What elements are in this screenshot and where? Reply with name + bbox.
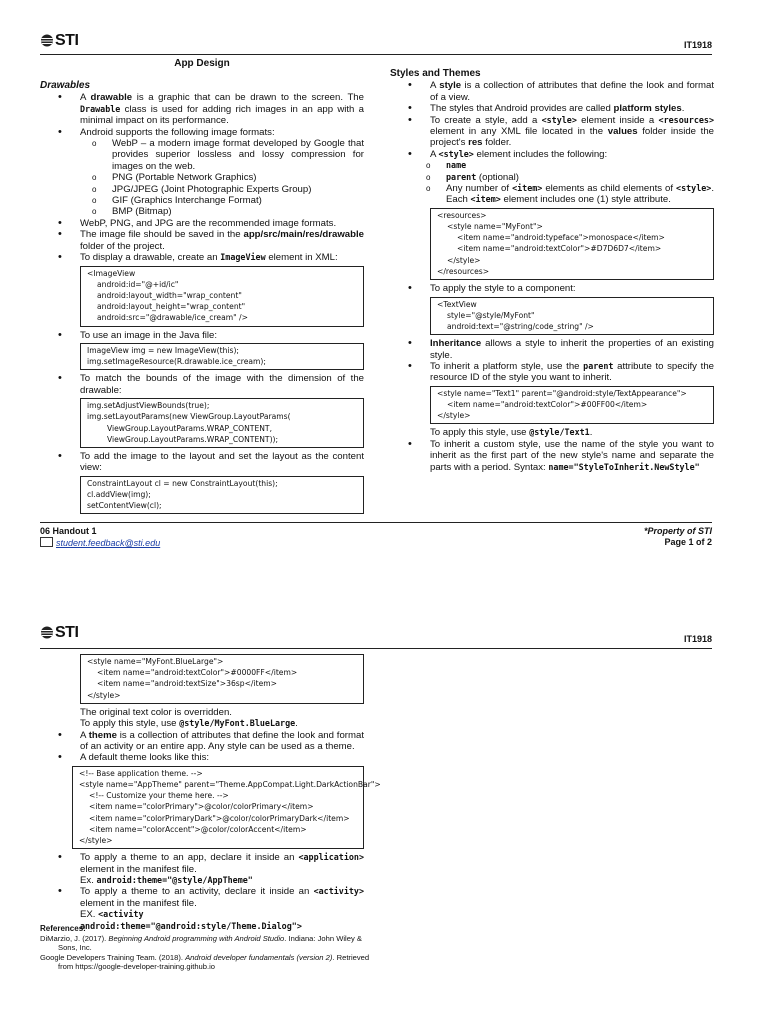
- page-title: App Design: [174, 58, 230, 69]
- references-heading: References:: [40, 924, 86, 933]
- list-item: o name: [390, 160, 714, 171]
- reference-item: DiMarzio, J. (2017). Beginning Android programming with Android Studio. Indiana: John Wiley & Sons, Inc.: [40, 933, 362, 953]
- code-line: <item name="android:textColor">#00FF00</item>: [447, 399, 648, 409]
- list-item: o GIF (Graphics Interchange Format): [40, 195, 364, 206]
- code-line: android:text="@string/code_string" />: [447, 321, 594, 331]
- code-line: <TextView: [437, 299, 477, 309]
- code-line: android:src="@drawable/ice_cream" />: [97, 313, 248, 323]
- style-elements-list: [390, 160, 714, 206]
- list-item: • WebP, PNG, and JPG are the recommended image formats.: [40, 218, 364, 229]
- code-line: <resources>: [437, 210, 487, 220]
- code-line: img.setAdjustViewBounds(true);: [87, 401, 210, 411]
- drawables-list: [40, 92, 364, 138]
- feedback-email-link[interactable]: student.feedback@sti.edu: [56, 538, 161, 549]
- page2-column: [40, 652, 381, 932]
- themes-list: [40, 730, 364, 764]
- drawables-list-continued: [40, 218, 364, 264]
- code-block-layout: [80, 476, 364, 515]
- styles-list-inheritance: [390, 338, 714, 384]
- footer-rule: [40, 522, 712, 523]
- list-item: • Android supports the following image formats:: [40, 127, 364, 138]
- code-line: <item name="android:textColor">#0000FF</item>: [97, 668, 298, 678]
- property-label: *Property of STI: [643, 526, 712, 536]
- apply-text1-line: To apply this style, use @style/Text1.: [430, 427, 593, 439]
- list-item: • To match the bounds of the image with the dimension of the drawable:: [40, 373, 364, 396]
- code-line: img.setLayoutParams(new ViewGroup.LayoutParams(: [87, 412, 291, 422]
- sti-logo: [40, 623, 79, 641]
- list-item: • To inherit a custom style, use the name of the style you want to inherit as the first part of the new style's name and separate the parts with a period. Syntax: name="StyleToInherit.NewStyle": [390, 439, 714, 473]
- code-line: <!-- Base application theme. -->: [79, 768, 203, 778]
- code-line: android:layout_height="wrap_content": [97, 302, 246, 312]
- code-line: ConstraintLayout cl = new ConstraintLayout(this);: [87, 478, 278, 488]
- example-activity-theme: EX. <activity android:theme="@android:style/Theme.Dialog">: [80, 909, 302, 931]
- drawables-list-bounds: [40, 373, 364, 396]
- code-block-textview: [430, 297, 714, 336]
- header-rule: [40, 54, 712, 55]
- code-line: android:layout_width="wrap_content": [97, 290, 242, 300]
- header-rule: [40, 648, 712, 649]
- code-line: <style name="AppTheme" parent="Theme.AppCompat.Light.DarkActionBar">: [79, 780, 381, 790]
- list-item: • A default theme looks like this:: [40, 752, 364, 763]
- styles-list: [390, 80, 714, 160]
- sti-globe-icon: [40, 34, 54, 47]
- code-line: </style>: [79, 836, 113, 846]
- code-block-resources: [430, 208, 714, 280]
- list-item: • To add the image to the layout and set the layout as the content view:: [40, 451, 364, 474]
- doc-id: IT1918: [683, 40, 712, 50]
- left-column: [40, 80, 364, 517]
- code-line: <item name="colorPrimary">@color/colorPrimary</item>: [89, 802, 314, 812]
- list-item: • A <style> element includes the following:: [390, 149, 714, 160]
- apply-bluelarge-line: To apply this style, use @style/MyFont.BlueLarge.: [80, 718, 298, 730]
- code-line: android:id="@+id/ic": [97, 279, 179, 289]
- list-item: o PNG (Portable Network Graphics): [40, 172, 364, 183]
- code-line: <item name="android:typeface">monospace</item>: [457, 233, 665, 243]
- list-item: o Any number of <item> elements as child elements of <style>. Each <item> element includes one (1) style attribute.: [390, 183, 714, 206]
- code-line: </style>: [437, 411, 471, 421]
- list-item: • To use an image in the Java file:: [40, 330, 364, 341]
- code-line: style="@style/MyFont": [447, 310, 535, 320]
- section-heading-drawables: Drawables: [40, 80, 91, 91]
- themes-list-apply: [40, 852, 364, 875]
- list-item: o BMP (Bitmap): [40, 206, 364, 217]
- formats-list: [40, 138, 364, 218]
- list-item: • A theme is a collection of attributes that define the look and format of an activity or an entire app. Any style can be used as a theme.: [40, 730, 364, 753]
- code-line: <style name="MyFont.BlueLarge">: [87, 657, 224, 666]
- sti-globe-icon: [40, 626, 54, 639]
- section-heading-styles: Styles and Themes: [390, 68, 481, 79]
- sti-logo: [40, 31, 79, 49]
- list-item: o WebP – a modern image format developed by Google that provides superior lossless and lossy compression for images on the web.: [40, 138, 364, 172]
- themes-list-activity: [40, 886, 364, 909]
- code-line: <item name="android:textSize">36sp</item>: [97, 679, 278, 689]
- code-line: cl.addView(img);: [87, 489, 151, 499]
- footer-left: [40, 526, 160, 550]
- code-line: <style name="MyFont">: [447, 222, 543, 232]
- list-item: • The styles that Android provides are called platform styles.: [390, 103, 714, 114]
- code-block-text1: [430, 386, 714, 425]
- mail-icon: [40, 537, 53, 547]
- override-note: The original text color is overridden.: [80, 706, 232, 718]
- references: [40, 924, 370, 972]
- code-line: <item name="colorPrimaryDark">@color/colorPrimaryDark</item>: [89, 813, 350, 823]
- list-item: • To create a style, add a <style> element inside a <resources> element in any XML file located in the values folder inside the project's res folder.: [390, 115, 714, 149]
- list-item: • The image file should be saved in the app/src/main/res/drawable folder of the project.: [40, 229, 364, 252]
- logo-text: STI: [55, 623, 79, 641]
- code-line: <item name="android:textColor">#D7D6D7</item>: [457, 244, 662, 254]
- styles-list-custom: [390, 439, 714, 473]
- list-item: • A drawable is a graphic that can be drawn to the screen. The Drawable class is used for adding rich images in an app with a minimal impact on its performance.: [40, 92, 364, 126]
- code-line: ViewGroup.LayoutParams.WRAP_CONTENT));: [107, 434, 279, 444]
- code-line: <style name="Text1" parent="@android:style/TextAppearance">: [437, 388, 687, 398]
- list-item: o parent (optional): [390, 172, 714, 183]
- list-item: • To apply a theme to an activity, declare it inside an <activity> element in the manifest file.: [40, 886, 364, 909]
- handout-label: 06 Handout 1: [40, 526, 97, 536]
- example-app-theme: Ex. android:theme="@style/AppTheme": [80, 875, 253, 887]
- page-number: Page 1 of 2: [664, 537, 712, 548]
- list-item: • To apply the style to a component:: [390, 283, 714, 294]
- drawables-list-java: [40, 330, 364, 341]
- code-line: </resources>: [437, 266, 490, 276]
- list-item: • To display a drawable, create an ImageView element in XML:: [40, 252, 364, 263]
- code-block-java-image: [80, 343, 364, 370]
- page-2: [0, 610, 768, 1024]
- code-line: <item name="colorAccent">@color/colorAccent</item>: [89, 824, 307, 834]
- code-line: ImageView img = new ImageView(this);: [87, 345, 239, 355]
- code-line: img.setImageResource(R.drawable.ice_cream);: [87, 357, 266, 367]
- styles-list-apply: [390, 283, 714, 294]
- code-block-bounds: [80, 398, 364, 448]
- code-line: <!-- Customize your theme here. -->: [89, 791, 229, 801]
- list-item: • Inheritance allows a style to inherit the properties of an existing style.: [390, 338, 714, 361]
- code-block-bluelarge: [80, 654, 364, 704]
- drawables-list-layout: [40, 451, 364, 474]
- list-item: • A style is a collection of attributes that define the look and format of a view.: [390, 80, 714, 103]
- code-line: <ImageView: [87, 268, 136, 278]
- code-line: </style>: [87, 690, 121, 700]
- footer-right: [644, 526, 712, 549]
- list-item: o JPG/JPEG (Joint Photographic Experts Group): [40, 184, 364, 195]
- list-item: • To inherit a platform style, use the parent attribute to specify the resource ID of the style you want to inherit.: [390, 361, 714, 384]
- code-block-imageview: [80, 266, 364, 327]
- doc-id: IT1918: [683, 634, 712, 644]
- right-column: [390, 68, 714, 473]
- reference-item: Google Developers Training Team. (2018). Android developer fundamentals (version 2). Retrieved from https://google-developer-training.github.io: [40, 952, 370, 972]
- code-line: ViewGroup.LayoutParams.WRAP_CONTENT,: [107, 423, 272, 433]
- list-item: • To apply a theme to an app, declare it inside an <application> element in the manifest file.: [40, 852, 364, 875]
- code-line: </style>: [447, 255, 481, 265]
- code-line: setContentView(cl);: [87, 501, 162, 511]
- logo-text: STI: [55, 31, 79, 49]
- code-block-apptheme: [72, 766, 381, 849]
